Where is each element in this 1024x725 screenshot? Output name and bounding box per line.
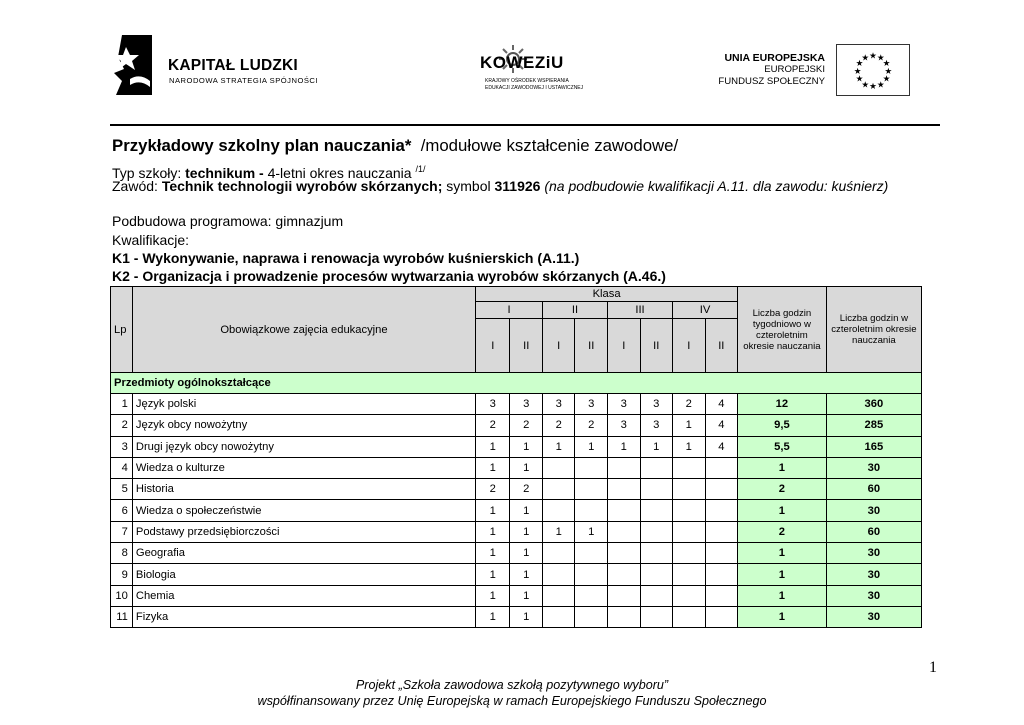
row-weekly-hours: 1	[738, 457, 827, 478]
row-semester-hours: 2	[542, 415, 575, 436]
semester-header: I	[542, 319, 575, 373]
class-header: III	[608, 302, 673, 319]
col-klasa-header: Klasa	[476, 287, 738, 302]
row-weekly-hours: 1	[738, 585, 827, 606]
row-subject: Podstawy przedsiębiorczości	[132, 521, 475, 542]
semester-header: I	[608, 319, 641, 373]
row-semester-hours: 3	[608, 415, 641, 436]
row-semester-hours: 1	[575, 521, 608, 542]
row-semester-hours: 3	[575, 394, 608, 415]
row-subject: Fizyka	[132, 606, 475, 627]
row-lp: 11	[111, 606, 133, 627]
row-semester-hours	[640, 543, 673, 564]
row-semester-hours: 1	[608, 436, 641, 457]
row-semester-hours	[608, 585, 641, 606]
row-semester-hours: 3	[640, 415, 673, 436]
row-semester-hours	[608, 521, 641, 542]
row-weekly-hours: 12	[738, 394, 827, 415]
svg-text:★: ★	[884, 66, 893, 77]
row-semester-hours: 1	[640, 436, 673, 457]
svg-text:★: ★	[882, 59, 891, 70]
qualification-k1: K1 - Wykonywanie, naprawa i renowacja wyrobów kuśnierskich (A.11.)	[112, 250, 580, 266]
svg-text:★: ★	[876, 53, 885, 64]
row-subject: Język polski	[132, 394, 475, 415]
row-semester-hours	[575, 479, 608, 500]
kowezu-name: KOWEZiU	[480, 53, 564, 72]
semester-header: I	[476, 319, 510, 373]
col-weekly-header: Liczba godzin tygodniowo w czteroletnim okresie nauczania	[738, 287, 827, 373]
kapital-ludzki-mark-icon	[112, 33, 156, 99]
row-semester-hours	[542, 479, 575, 500]
row-semester-hours	[705, 457, 738, 478]
row-weekly-hours: 2	[738, 479, 827, 500]
row-weekly-hours: 1	[738, 500, 827, 521]
row-semester-hours: 3	[608, 394, 641, 415]
row-semester-hours	[705, 521, 738, 542]
row-semester-hours: 1	[510, 500, 543, 521]
row-lp: 8	[111, 543, 133, 564]
table-row	[111, 457, 922, 478]
svg-text:★: ★	[882, 74, 891, 85]
row-semester-hours: 1	[476, 500, 510, 521]
row-semester-hours: 2	[575, 415, 608, 436]
kowezu-subtitle: KRAJOWY OŚRODEK WSPIERANIA EDUKACJI ZAWODOWEJ I USTAWICZNEJ	[485, 78, 584, 91]
row-semester-hours	[673, 521, 706, 542]
row-weekly-hours: 1	[738, 543, 827, 564]
row-lp: 3	[111, 436, 133, 457]
row-semester-hours	[542, 564, 575, 585]
kapital-ludzki-logo	[112, 33, 322, 99]
semester-header: II	[640, 319, 673, 373]
row-semester-hours	[673, 606, 706, 627]
row-semester-hours: 3	[476, 394, 510, 415]
row-semester-hours: 2	[476, 479, 510, 500]
row-semester-hours: 2	[510, 479, 543, 500]
row-semester-hours: 3	[510, 394, 543, 415]
row-total-hours: 360	[826, 394, 921, 415]
row-semester-hours	[673, 457, 706, 478]
header-divider	[110, 124, 940, 126]
row-semester-hours: 1	[542, 436, 575, 457]
row-semester-hours: 1	[510, 543, 543, 564]
col-subjects-header: Obowiązkowe zajęcia edukacyjne	[132, 287, 475, 373]
row-lp: 2	[111, 415, 133, 436]
row-subject: Język obcy nowożytny	[132, 415, 475, 436]
eu-logo	[700, 44, 912, 96]
row-semester-hours	[705, 585, 738, 606]
col-total-header: Liczba godzin w czteroletnim okresie nauczania	[826, 287, 921, 373]
row-semester-hours	[575, 585, 608, 606]
row-semester-hours: 1	[542, 521, 575, 542]
row-semester-hours	[640, 564, 673, 585]
col-lp-header: Lp	[111, 287, 133, 373]
row-semester-hours: 3	[542, 394, 575, 415]
row-total-hours: 30	[826, 585, 921, 606]
row-semester-hours	[608, 500, 641, 521]
profession-line: Zawód: Technik technologii wyrobów skórzanych; symbol 311926 (na podbudowie kwalifikacji A.11. dla zawodu: kuśnierz)	[112, 178, 889, 194]
row-lp: 7	[111, 521, 133, 542]
row-semester-hours	[542, 543, 575, 564]
row-weekly-hours: 2	[738, 521, 827, 542]
row-semester-hours: 1	[510, 436, 543, 457]
row-semester-hours: 4	[705, 394, 738, 415]
table-row	[111, 415, 922, 436]
row-semester-hours	[640, 606, 673, 627]
footer-funding-line: współfinansowany przez Unię Europejską w ramach Europejskiego Funduszu Społecznego	[257, 694, 767, 708]
semester-header: I	[673, 319, 706, 373]
row-semester-hours	[575, 457, 608, 478]
row-semester-hours	[640, 457, 673, 478]
base-program-line: Podbudowa programowa: gimnazjum	[112, 213, 344, 229]
row-semester-hours: 2	[476, 415, 510, 436]
footer-project-line: Projekt „Szkoła zawodowa szkołą pozytywnego wyboru”	[355, 678, 669, 692]
row-total-hours: 60	[826, 479, 921, 500]
svg-text:★: ★	[861, 53, 870, 64]
row-semester-hours	[575, 543, 608, 564]
row-subject: Drugi język obcy nowożytny	[132, 436, 475, 457]
svg-text:★: ★	[855, 74, 864, 85]
row-lp: 4	[111, 457, 133, 478]
row-semester-hours: 2	[673, 394, 706, 415]
row-weekly-hours: 9,5	[738, 415, 827, 436]
row-subject: Chemia	[132, 585, 475, 606]
row-total-hours: 30	[826, 457, 921, 478]
row-semester-hours: 4	[705, 436, 738, 457]
semester-header: II	[575, 319, 608, 373]
row-semester-hours	[608, 564, 641, 585]
row-semester-hours: 2	[510, 415, 543, 436]
eu-logo-text: UNIA EUROPEJSKA EUROPEJSKI FUNDUSZ SPOŁECZNY	[718, 52, 825, 87]
row-semester-hours: 1	[476, 564, 510, 585]
svg-text:★: ★	[861, 80, 870, 91]
row-semester-hours	[640, 521, 673, 542]
class-header: II	[542, 302, 607, 319]
kapital-ludzki-title: KAPITAŁ LUDZKI	[168, 57, 298, 74]
semester-header: II	[510, 319, 543, 373]
row-semester-hours	[705, 564, 738, 585]
row-semester-hours: 4	[705, 415, 738, 436]
svg-text:★: ★	[869, 82, 877, 93]
row-semester-hours: 3	[640, 394, 673, 415]
curriculum-table	[110, 286, 922, 628]
row-semester-hours: 1	[476, 457, 510, 478]
row-total-hours: 165	[826, 436, 921, 457]
table-row	[111, 500, 922, 521]
table-row	[111, 585, 922, 606]
row-lp: 1	[111, 394, 133, 415]
row-semester-hours	[673, 585, 706, 606]
qualifications-label: Kwalifikacje:	[112, 232, 190, 248]
row-weekly-hours: 1	[738, 606, 827, 627]
row-lp: 6	[111, 500, 133, 521]
row-semester-hours	[542, 500, 575, 521]
row-subject: Wiedza o społeczeństwie	[132, 500, 475, 521]
class-header: I	[476, 302, 543, 319]
row-semester-hours	[705, 500, 738, 521]
page-number: 1	[929, 659, 937, 676]
table-row	[111, 479, 922, 500]
table-row	[111, 543, 922, 564]
row-subject: Historia	[132, 479, 475, 500]
row-semester-hours: 1	[575, 436, 608, 457]
table-row	[111, 521, 922, 542]
row-semester-hours	[705, 543, 738, 564]
row-semester-hours	[705, 606, 738, 627]
row-semester-hours	[575, 500, 608, 521]
row-semester-hours: 1	[510, 564, 543, 585]
row-lp: 10	[111, 585, 133, 606]
row-semester-hours	[608, 606, 641, 627]
row-semester-hours: 1	[673, 436, 706, 457]
row-semester-hours	[542, 606, 575, 627]
row-semester-hours: 1	[476, 436, 510, 457]
row-semester-hours	[673, 500, 706, 521]
kapital-ludzki-subtitle: NARODOWA STRATEGIA SPÓJNOŚCI	[169, 76, 319, 85]
row-semester-hours: 1	[476, 521, 510, 542]
row-semester-hours	[640, 479, 673, 500]
row-semester-hours	[640, 585, 673, 606]
row-semester-hours	[542, 585, 575, 606]
row-subject: Geografia	[132, 543, 475, 564]
row-total-hours: 30	[826, 500, 921, 521]
row-lp: 5	[111, 479, 133, 500]
row-subject: Wiedza o kulturze	[132, 457, 475, 478]
school-type-line: Typ szkoły: technikum - 4-letni okres nauczania $^{/1/}$	[112, 164, 426, 181]
table-row	[111, 436, 922, 457]
kowezu-logo	[480, 40, 590, 102]
row-semester-hours: 1	[476, 543, 510, 564]
page-title: Przykładowy szkolny plan nauczania* /modułowe kształcenie zawodowe/	[112, 136, 679, 155]
semester-header: II	[705, 319, 738, 373]
row-semester-hours: 1	[510, 606, 543, 627]
row-semester-hours	[575, 606, 608, 627]
row-total-hours: 285	[826, 415, 921, 436]
svg-text:★: ★	[853, 66, 862, 77]
row-semester-hours	[640, 500, 673, 521]
section-general-header: Przedmioty ogólnokształcące	[111, 373, 922, 394]
row-subject: Biologia	[132, 564, 475, 585]
table-row	[111, 394, 922, 415]
row-semester-hours: 1	[476, 585, 510, 606]
table-row	[111, 564, 922, 585]
row-weekly-hours: 1	[738, 564, 827, 585]
row-semester-hours	[608, 457, 641, 478]
row-semester-hours	[575, 564, 608, 585]
row-semester-hours	[608, 479, 641, 500]
eu-flag-icon	[836, 44, 910, 96]
row-semester-hours: 1	[510, 521, 543, 542]
row-total-hours: 30	[826, 543, 921, 564]
svg-text:★: ★	[869, 51, 877, 62]
table-row	[111, 606, 922, 627]
row-semester-hours	[673, 564, 706, 585]
row-total-hours: 30	[826, 564, 921, 585]
row-semester-hours: 1	[510, 457, 543, 478]
row-semester-hours	[705, 479, 738, 500]
row-semester-hours	[673, 543, 706, 564]
row-semester-hours: 1	[673, 415, 706, 436]
svg-text:★: ★	[876, 80, 885, 91]
row-semester-hours: 1	[510, 585, 543, 606]
row-semester-hours	[542, 457, 575, 478]
row-semester-hours: 1	[476, 606, 510, 627]
qualification-k2: K2 - Organizacja i prowadzenie procesów wytwarzania wyrobów skórzanych (A.46.)	[112, 268, 666, 284]
row-total-hours: 30	[826, 606, 921, 627]
row-weekly-hours: 5,5	[738, 436, 827, 457]
row-semester-hours	[673, 479, 706, 500]
row-total-hours: 60	[826, 521, 921, 542]
row-lp: 9	[111, 564, 133, 585]
class-header: IV	[673, 302, 738, 319]
row-semester-hours	[608, 543, 641, 564]
svg-text:★: ★	[855, 59, 864, 70]
